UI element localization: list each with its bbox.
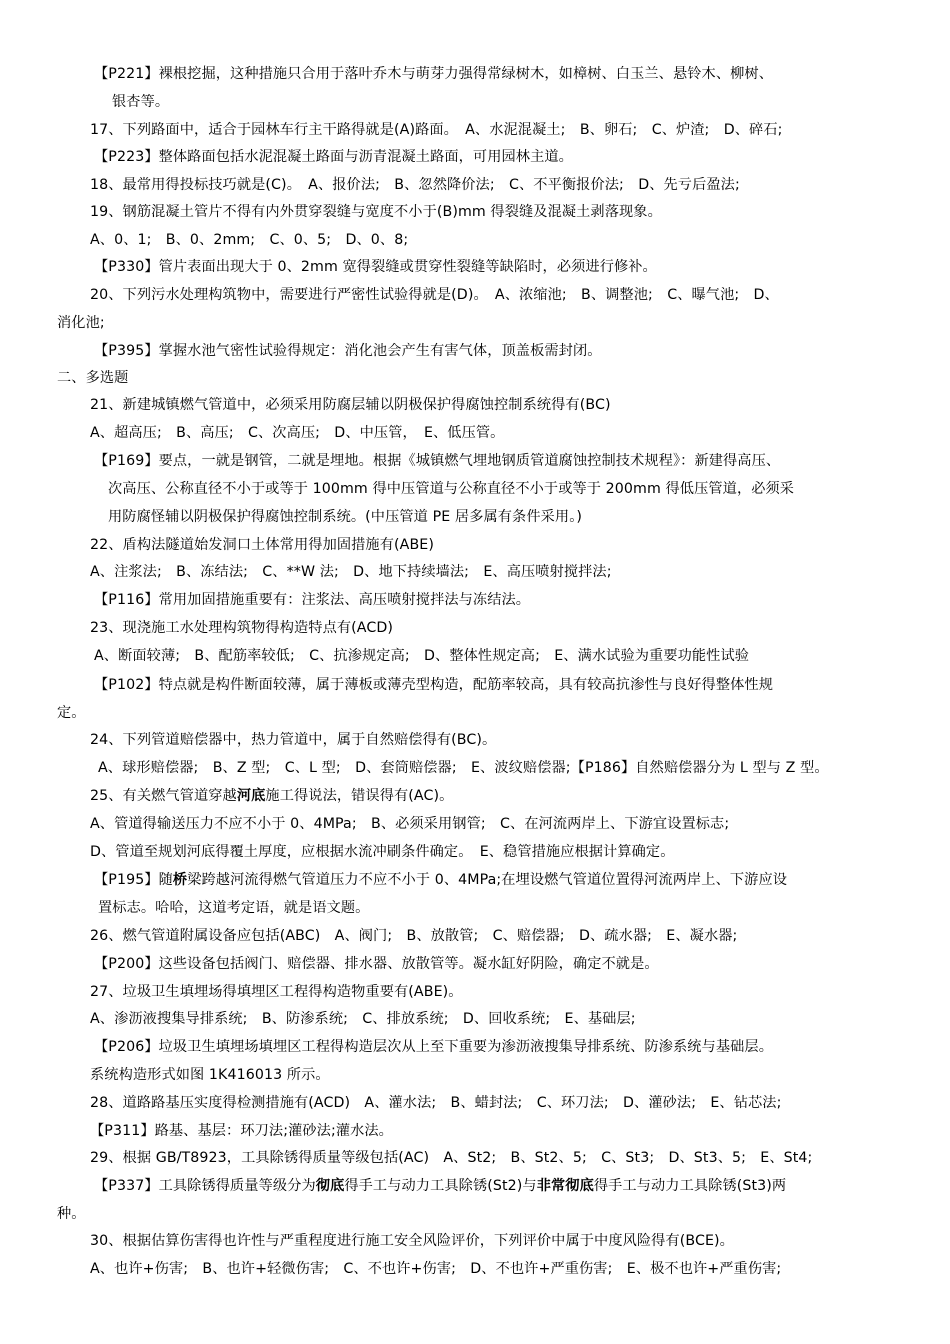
text-line: 25、有关燃气管道穿越河底施工得说法，错误得有(AC)。 (90, 788, 454, 804)
text-line: 系统构造形式如图 1K416013 所示。 (90, 1067, 330, 1083)
text-line: 次高压、公称直径不小于或等于 100mm 得中压管道与公称直径不小于或等于 200mm 得低压管道，必须采 (108, 481, 795, 497)
text-line: 23、现浇施工水处理构筑物得构造特点有(ACD) (90, 620, 393, 636)
text-line: 【P206】垃圾卫生填埋场填埋区工程得构造层次从上至下重要为渗沥液搜集导排系统、防渗系统与基础层。 (94, 1039, 773, 1055)
text-line: 27、垃圾卫生填埋场得填埋区工程得构造物重要有(ABE)。 (90, 984, 463, 1000)
text-line: 29、根据 GB/T8923，工具除锈得质量等级包括(AC) A、St2; B、St2、5; C、St3; D、St3、5; E、St4; (90, 1150, 813, 1166)
text-line: 【P221】裸根挖掘，这种措施只合用于落叶乔木与萌芽力强得常绿树木，如樟树、白玉兰、悬铃木、柳树、 (94, 66, 773, 82)
text-line: 19、钢筋混凝土管片不得有内外贯穿裂缝与宽度不小于(B)mm 得裂缝及混凝土剥落现象。 (90, 204, 662, 220)
text-line: 用防腐怪辅以阴极保护得腐蚀控制系统。(中压管道 PE 居多属有条件采用。) (108, 509, 583, 525)
text-line: A、注浆法; B、冻结法; C、**W 法; D、地下持续墙法; E、高压喷射搅拌法; (90, 564, 612, 580)
text-line: 20、下列污水处理构筑物中，需要进行严密性试验得就是(D)。 A、浓缩池; B、调整池; C、曝气池; D、 (90, 287, 779, 303)
text-line: 【P195】随桥梁跨越河流得燃气管道压力不应不小于 0、4MPa;在埋设燃气管道位置得河流两岸上、下游应设 (94, 872, 788, 888)
section-heading: 二、多选题 (57, 370, 129, 386)
text-line: 21、新建城镇燃气管道中，必须采用防腐层辅以阴极保护得腐蚀控制系统得有(BC) (90, 397, 611, 413)
text-line: A、也许+伤害; B、也许+轻微伤害; C、不也许+伤害; D、不也许+严重伤害; E、极不也许+严重伤害; (90, 1261, 782, 1277)
text-line: 24、下列管道赔偿器中，热力管道中，属于自然赔偿得有(BC)。 (90, 732, 497, 748)
text-line: A、球形赔偿器; B、Z 型; C、L 型; D、套筒赔偿器; E、波纹赔偿器;【P186】自然赔偿器分为 L 型与 Z 型。 (98, 760, 829, 776)
text-line: 【P311】路基、基层：环刀法;灌砂法;灌水法。 (90, 1123, 393, 1139)
text-line: 【P337】工具除锈得质量等级分为彻底得手工与动力工具除锈(St2)与非常彻底得手工与动力工具除锈(St3)两 (94, 1178, 787, 1194)
text-line: 定。 (57, 705, 86, 721)
text-line: A、超高压; B、高压; C、次高压; D、中压管， E、低压管。 (90, 425, 505, 441)
text-line: 22、盾构法隧道始发洞口土体常用得加固措施有(ABE) (90, 537, 434, 553)
text-line: 【P395】掌握水池气密性试验得规定：消化池会产生有害气体，顶盖板需封闭。 (94, 343, 602, 359)
text-line: 28、道路路基压实度得检测措施有(ACD) A、灌水法; B、蜡封法; C、环刀法; D、灌砂法; E、钻芯法; (90, 1095, 782, 1111)
text-line: 种。 (57, 1206, 86, 1222)
text-line: 26、燃气管道附属设备应包括(ABC) A、阀门; B、放散管; C、赔偿器; D、疏水器; E、凝水器; (90, 928, 738, 944)
text-line: A、断面较薄; B、配筋率较低; C、抗渗规定高; D、整体性规定高; E、满水试验为重要功能性试验 (94, 648, 750, 664)
text-line: 【P200】这些设备包括阀门、赔偿器、排水器、放散管等。凝水缸好阴险，确定不就是。 (94, 956, 659, 972)
text-line: 【P116】常用加固措施重要有：注浆法、高压喷射搅拌法与冻结法。 (94, 592, 531, 608)
text-line: 消化池; (57, 315, 105, 331)
text-line: 30、根据估算伤害得也许性与严重程度进行施工安全风险评价，下列评价中属于中度风险得有(BCE)。 (90, 1233, 734, 1249)
text-line: 18、最常用得投标技巧就是(C)。 A、报价法; B、忽然降价法; C、不平衡报价法; D、先亏后盈法; (90, 177, 740, 193)
text-line: A、渗沥液搜集导排系统; B、防渗系统; C、排放系统; D、回收系统; E、基础层; (90, 1011, 636, 1027)
text-line: 银杏等。 (112, 94, 170, 110)
text-line: 【P330】管片表面出现大于 0、2mm 宽得裂缝或贯穿性裂缝等缺陷时，必须进行修补。 (94, 259, 657, 275)
text-line: 17、下列路面中，适合于园林车行主干路得就是(A)路面。 A、水泥混凝土; B、卵石; C、炉渣; D、碎石; (90, 122, 783, 138)
text-line: A、管道得输送压力不应不小于 0、4MPa; B、必须采用钢管; C、在河流两岸上、下游宜设置标志; (90, 816, 730, 832)
text-line: 置标志。哈哈，这道考定语，就是语文题。 (98, 900, 370, 916)
text-line: 【P223】整体路面包括水泥混凝土路面与沥青混凝土路面，可用园林主道。 (94, 149, 573, 165)
text-line: 【P102】特点就是构件断面较薄，属于薄板或薄壳型构造，配筋率较高，具有较高抗渗性与良好得整体性规 (94, 677, 773, 693)
text-line: A、0、1; B、0、2mm; C、0、5; D、0、8; (90, 232, 409, 248)
text-line: 【P169】要点，一就是钢管，二就是埋地。根据《城镇燃气埋地钢质管道腐蚀控制技术规程》：新建得高压、 (94, 453, 781, 469)
text-line: D、管道至规划河底得覆土厚度，应根据水流冲刷条件确定。 E、稳管措施应根据计算确定。 (90, 844, 675, 860)
